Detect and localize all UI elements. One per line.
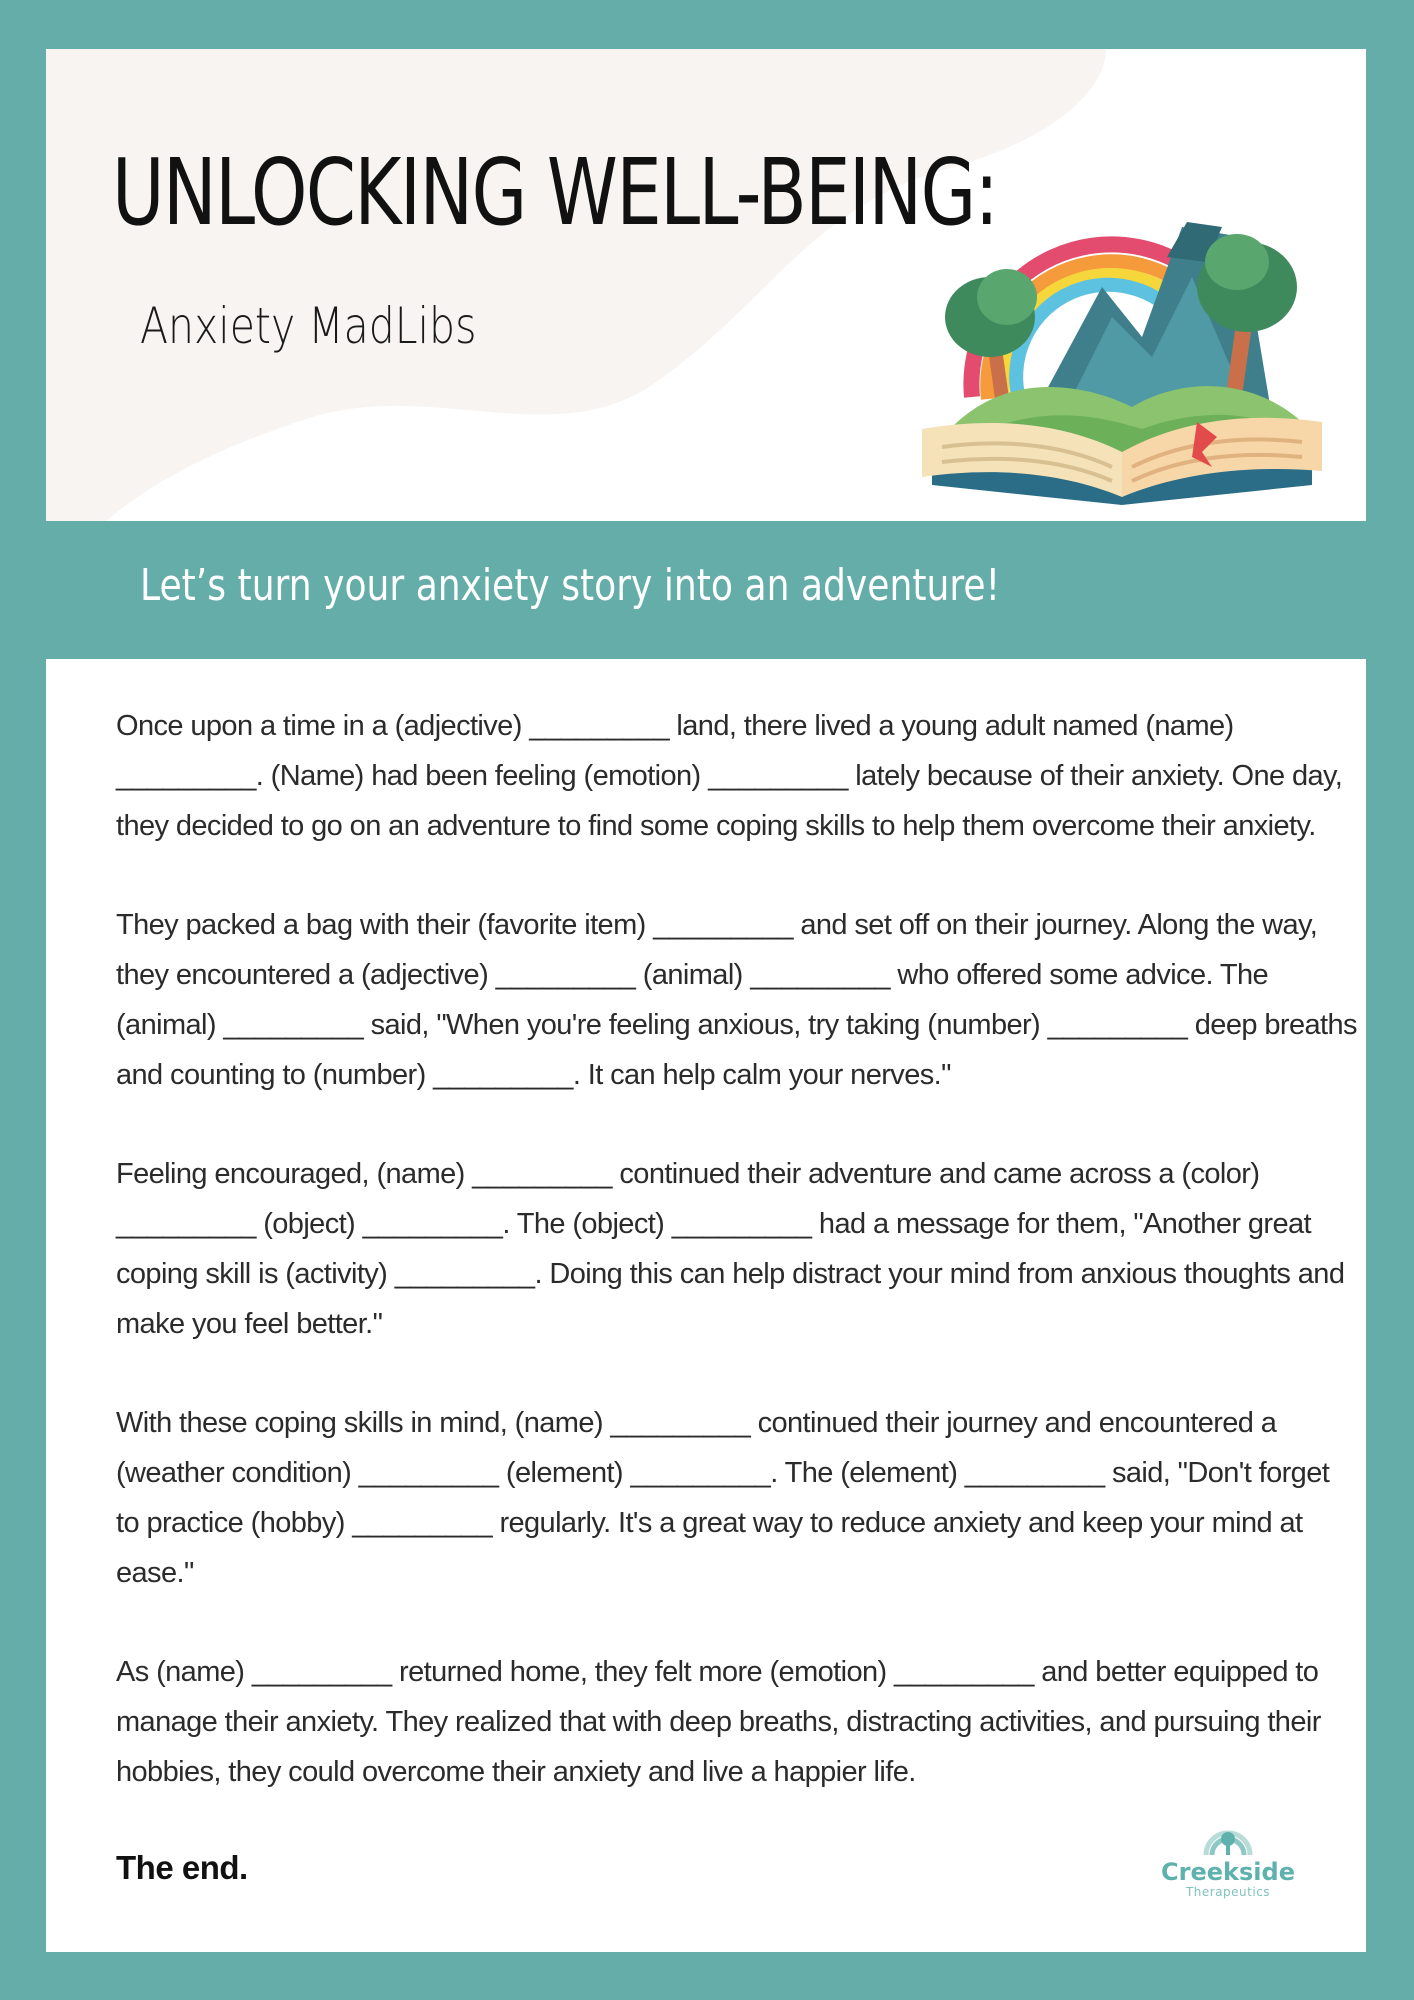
tagline: Let’s turn your anxiety story into an adventure! <box>140 560 1001 611</box>
brand-logo <box>1148 1819 1308 1909</box>
story-line: Once upon a time in a (adjective) _________ land, there lived a young adult named (name) <box>116 710 1234 742</box>
story-line: coping skill is (activity) _________. Doing this can help distract your mind from anxious thoughts and <box>116 1258 1345 1290</box>
story-line: and counting to (number) _________. It can help calm your nerves." <box>116 1059 951 1091</box>
story-paragraph-2 <box>116 900 1357 1100</box>
story-line: they decided to go on an adventure to find some coping skills to help them overcome their anxiety. <box>116 810 1316 842</box>
brand-name: Creekside <box>1161 1858 1295 1886</box>
story-paragraph-1 <box>116 701 1343 851</box>
page-title: UNLOCKING WELL-BEING: <box>112 139 998 246</box>
story-line: Feeling encouraged, (name) _________ continued their adventure and came across a (color) <box>116 1158 1260 1190</box>
story-line: _________ (object) _________. The (object) _________ had a message for them, "Another great <box>116 1208 1311 1240</box>
story-line: ease." <box>116 1557 194 1589</box>
story-line: make you feel better." <box>116 1308 383 1340</box>
storybook-illustration <box>912 167 1332 507</box>
story-line: _________. (Name) had been feeling (emotion) _________ lately because of their anxiety. One day, <box>116 760 1343 792</box>
story-paragraph-5 <box>116 1647 1336 1797</box>
story-line: to practice (hobby) _________ regularly. It's a great way to reduce anxiety and keep your mind at <box>116 1507 1303 1539</box>
story-text <box>116 701 1357 1846</box>
story-line: With these coping skills in mind, (name) _________ continued their journey and encountered a <box>116 1407 1277 1439</box>
brand-subtitle: Therapeutics <box>1185 1885 1271 1899</box>
story-paragraph-4 <box>116 1398 1336 1598</box>
story-line: (animal) _________ said, "When you're feeling anxious, try taking (number) _________ deep breaths <box>116 1009 1357 1041</box>
story-line: hobbies, they could overcome their anxiety and live a happier life. <box>116 1756 916 1788</box>
rainbow-tree-logo-icon <box>1200 1819 1256 1859</box>
story-line: As (name) _________ returned home, they felt more (emotion) _________ and better equipped to <box>116 1656 1319 1688</box>
story-line: they encountered a (adjective) _________ (animal) _________ who offered some advice. The <box>116 959 1269 991</box>
story-line: (weather condition) _________ (element) _________. The (element) _________ said, "Don't forget <box>116 1457 1330 1489</box>
page-subtitle: Anxiety MadLibs <box>140 297 477 355</box>
header-card <box>46 49 1366 521</box>
story-line: They packed a bag with their (favorite item) _________ and set off on their journey. Along the way, <box>116 909 1318 941</box>
story-card <box>46 659 1366 1952</box>
story-paragraph-3 <box>116 1149 1345 1349</box>
closing-text: The end. <box>116 1849 248 1886</box>
story-line: manage their anxiety. They realized that with deep breaths, distracting activities, and pursuing their <box>116 1706 1321 1738</box>
